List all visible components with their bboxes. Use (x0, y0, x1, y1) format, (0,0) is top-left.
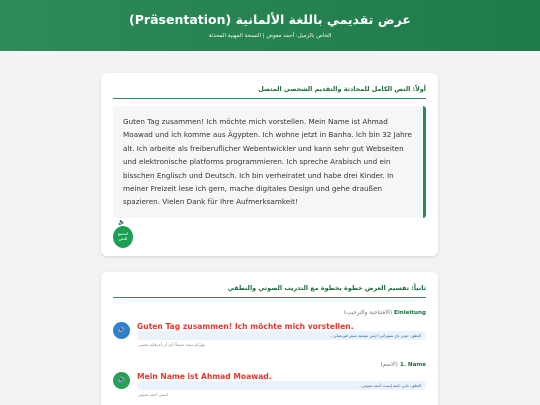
play-step-name-button[interactable] (113, 372, 130, 389)
full-text-box (113, 106, 426, 218)
speaker-icon: 🔈 (118, 219, 126, 226)
speaker-icon: 🔊 (117, 377, 126, 384)
full-text-card (101, 73, 438, 256)
step-translation-intro: نهاركم سعيد جميعاً! أود أن أعرفكم بنفسي. (137, 342, 205, 347)
step-pronunciation-intro: النطق: جوتن تاج تسوزامن! إيش موشتِه ميش فورشتلن... (137, 331, 426, 340)
full-text-paragraph: Guten Tag zusammen! Ich möchte mich vorstellen. Mein Name ist Ahmad Moawad und ich komme aus Ägypten. Ich wohne jetzt in Banha. Ich bin 32 Jahre alt. Ich arbeite als freiberuflicher Webentwickler und kann sehr gut Webseiten und elektronische platforms programmieren. Ich spreche Arabisch und ein bisschen Englisch und Deutsch. Ich bin verheiratet und habe drei Kinder. In meiner Freizeit lese ich gern, mache digitales Design und gehe draußen spazieren. Vielen Dank für Ihre Aufmerksamkeit! (123, 117, 412, 207)
play-step-intro-button[interactable] (113, 322, 130, 339)
step-sentence-intro: Guten Tag zusammen! Ich möchte mich vorstellen. (137, 322, 354, 331)
page-subtitle: الخاص بالزميل: أحمد معوض | النسخة المهنية المحدثة (208, 33, 332, 39)
steps-card (101, 272, 438, 405)
step-pronunciation-name: النطق: ماين ناميه إيست أحمد معوض... (137, 381, 426, 390)
page-header (0, 0, 540, 51)
page-title: عرض تقديمي باللغة الألمانية (Präsentation) (129, 12, 411, 27)
step-heading-name: (الاسم) 1. Name (380, 362, 426, 368)
speaker-icon: 🔊 (117, 327, 126, 334)
listen-full-text-button[interactable] (113, 219, 133, 248)
step-translation-name: اسمي أحمد معوض. (137, 392, 169, 397)
section-title-steps: ثانياً: تقسيم العرض خطوة بخطوة مع التدريب الصوتي والنطقي (113, 284, 426, 298)
step-heading-intro: (الافتتاحية والترحيب) Einleitung (343, 310, 426, 316)
listen-label: استمع للنص (117, 231, 129, 241)
section-title-full-text: أولاً: النص الكامل للمحادثة والتقديم الشخصي المتصل (113, 85, 426, 99)
step-sentence-name: Mein Name ist Ahmad Moawad. (137, 372, 272, 381)
